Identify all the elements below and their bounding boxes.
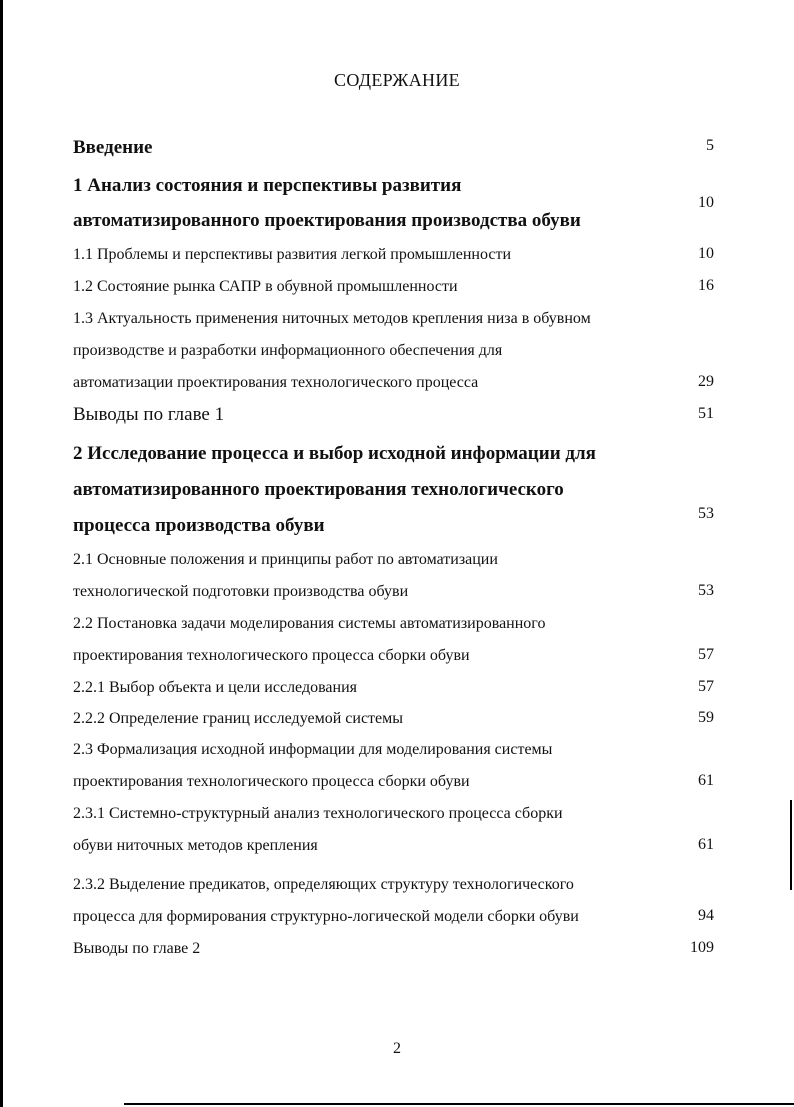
- toc-chapter-2-line: автоматизированного проектирования технологического: [73, 479, 564, 500]
- toc-section-2-2-line: 2.2 Постановка задачи моделирования системы автоматизированного: [73, 615, 546, 632]
- toc-section-2-3-line: 2.3 Формализация исходной информации для моделирования системы: [73, 741, 553, 758]
- toc-page: 57: [698, 678, 714, 695]
- toc-chapter-1-line: 1 Анализ состояния и перспективы развития: [73, 175, 462, 196]
- toc-section-2-3-1-line: обуви ниточных методов крепления: [73, 837, 318, 854]
- toc-conclusions-2: Выводы по главе 2: [73, 940, 201, 957]
- toc-page: 53: [698, 505, 714, 522]
- toc-page: 57: [698, 646, 714, 663]
- toc-page: 61: [698, 772, 714, 789]
- bottom-border-line: [124, 1103, 794, 1105]
- left-border-line: [0, 0, 3, 1107]
- toc-page: 10: [698, 194, 714, 211]
- toc-section-2-3-1-line: 2.3.1 Системно-структурный анализ технологического процесса сборки: [73, 805, 563, 822]
- toc-page: 94: [698, 907, 714, 924]
- toc-page: 59: [698, 709, 714, 726]
- toc-page: 10: [698, 245, 714, 262]
- toc-page: 16: [698, 277, 714, 294]
- toc-section-2-2-2: 2.2.2 Определение границ исследуемой системы: [73, 710, 404, 727]
- toc-page: 109: [690, 939, 714, 956]
- toc-chapter-1-line: автоматизированного проектирования производства обуви: [73, 210, 581, 231]
- toc-section-2-3-line: проектирования технологического процесса сборки обуви: [73, 773, 470, 790]
- toc-section-1-1: 1.1 Проблемы и перспективы развития легкой промышленности: [73, 246, 512, 263]
- contents-title: СОДЕРЖАНИЕ: [334, 70, 460, 90]
- right-scan-mark: [790, 800, 792, 890]
- toc-page: 51: [698, 405, 714, 422]
- toc-page: 29: [698, 373, 714, 390]
- page-number: 2: [393, 1040, 401, 1057]
- toc-intro: Введение: [73, 137, 153, 158]
- toc-conclusions-1: Выводы по главе 1: [73, 404, 225, 425]
- toc-section-2-2-1: 2.2.1 Выбор объекта и цели исследования: [73, 679, 358, 696]
- toc-chapter-2-line: процесса производства обуви: [73, 515, 325, 536]
- toc-chapter-2-line: 2 Исследование процесса и выбор исходной информации для: [73, 443, 596, 464]
- toc-section-1-3-line: 1.3 Актуальность применения ниточных методов крепления низа в обувном: [73, 310, 591, 327]
- toc-section-2-3-2-line: 2.3.2 Выделение предикатов, определяющих структуру технологического: [73, 876, 574, 893]
- toc-page: 5: [706, 137, 714, 154]
- toc-section-1-3-line: автоматизации проектирования технологического процесса: [73, 374, 479, 391]
- toc-section-1-2: 1.2 Состояние рынка САПР в обувной промышленности: [73, 278, 458, 295]
- toc-page: 61: [698, 836, 714, 853]
- toc-section-2-1-line: технологической подготовки производства обуви: [73, 583, 409, 600]
- toc-section-2-1-line: 2.1 Основные положения и принципы работ по автоматизации: [73, 551, 498, 568]
- toc-section-1-3-line: производстве и разработки информационного обеспечения для: [73, 342, 503, 359]
- toc-page: 53: [698, 582, 714, 599]
- toc-section-2-3-2-line: процесса для формирования структурно-логической модели сборки обуви: [73, 908, 579, 925]
- toc-section-2-2-line: проектирования технологического процесса сборки обуви: [73, 647, 470, 664]
